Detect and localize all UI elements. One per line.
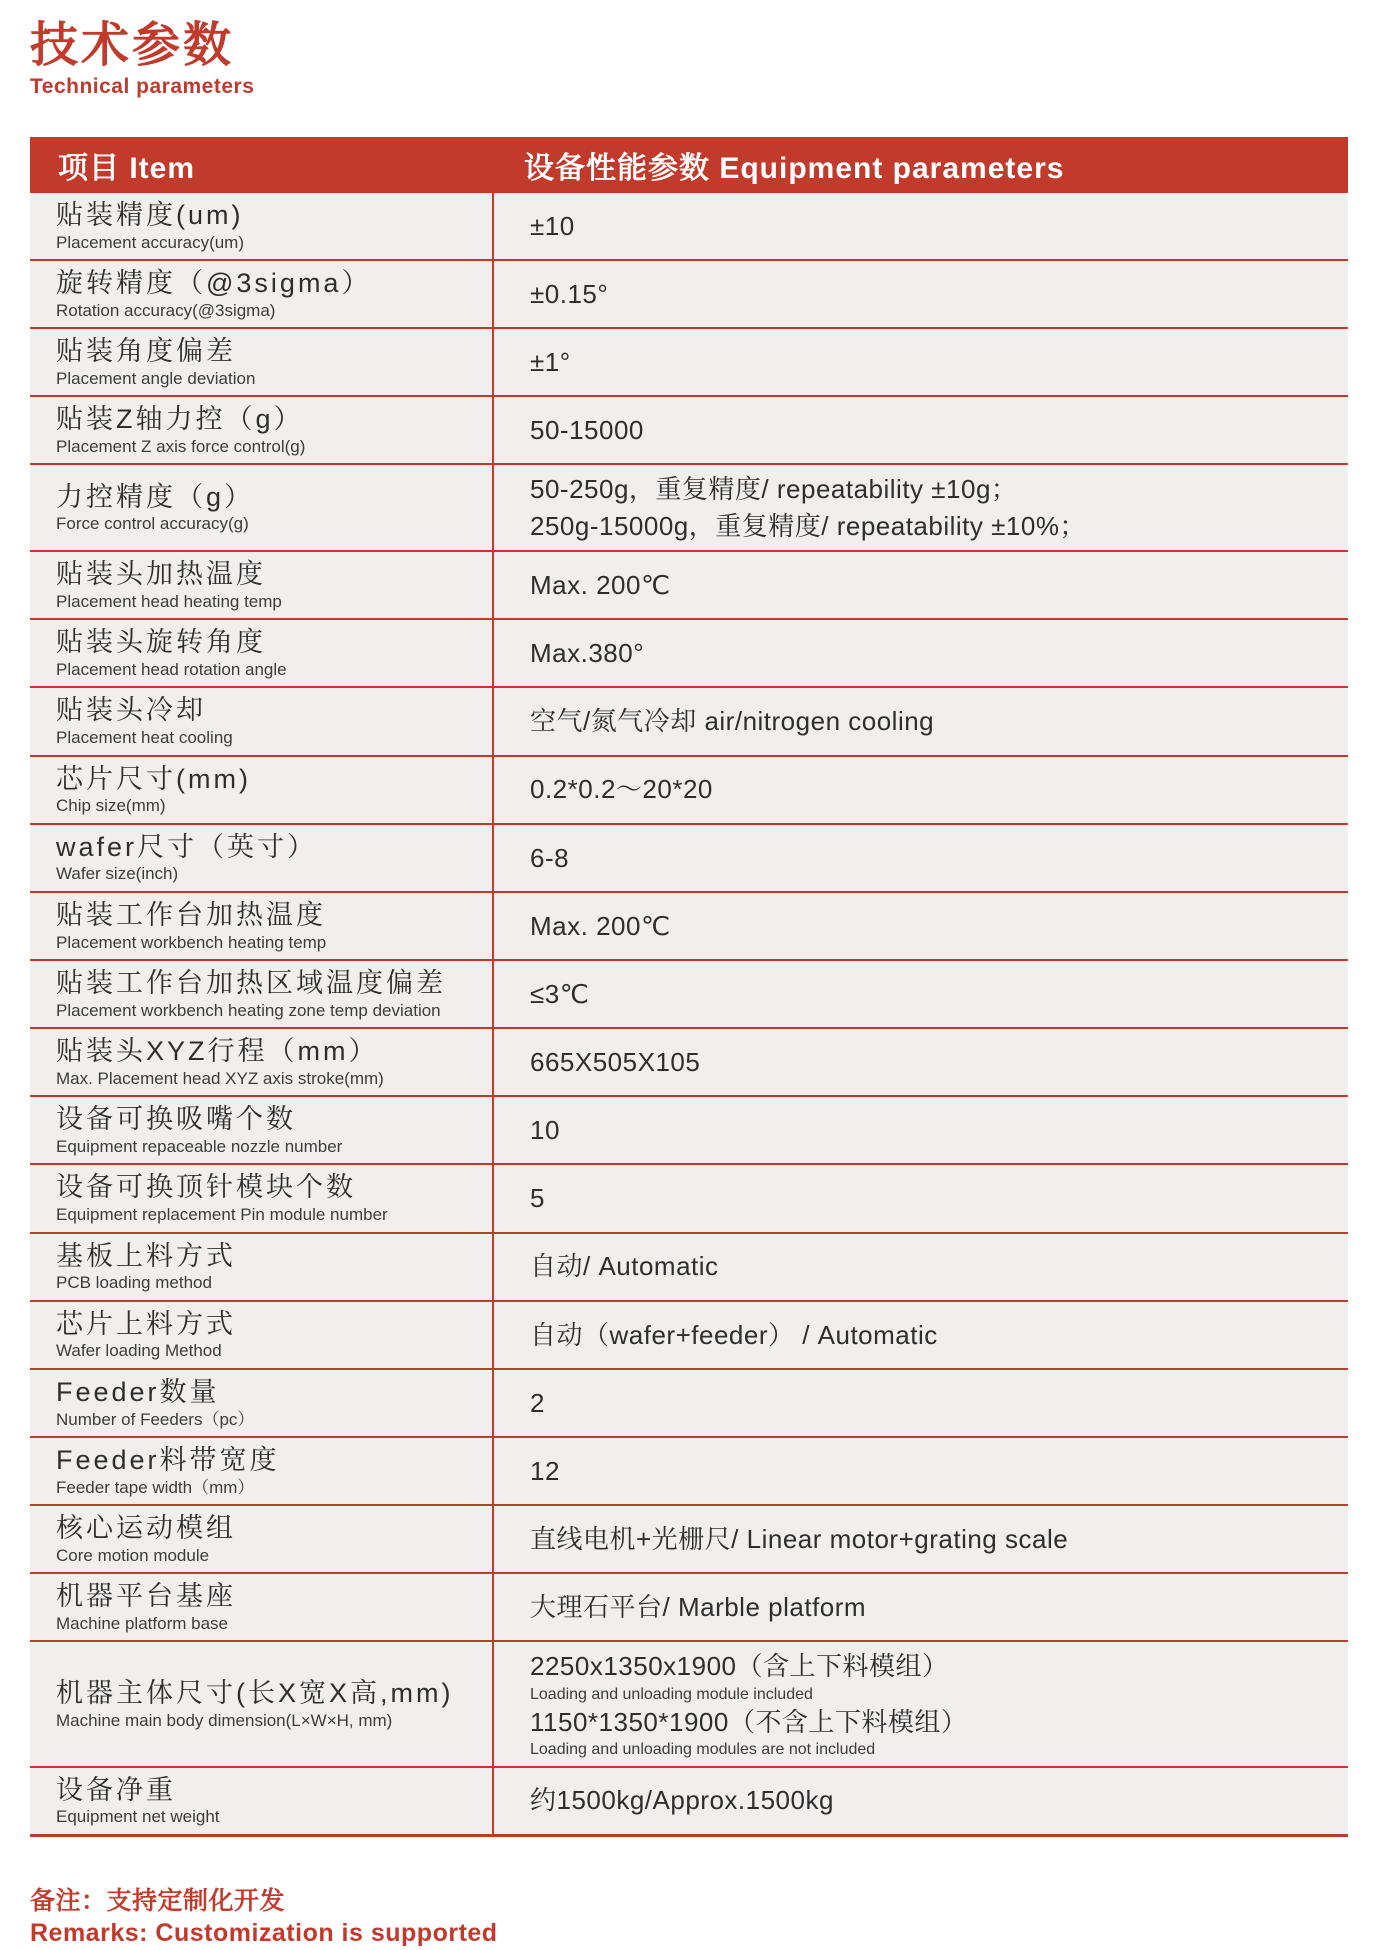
- parameter-value-line: 50-15000: [530, 415, 644, 446]
- parameter-value-cell: [492, 825, 1348, 891]
- parameter-value-cell: [492, 465, 1348, 550]
- item-label-cn: 设备可换顶针模块个数: [56, 1172, 356, 1203]
- item-cell: [30, 193, 492, 259]
- item-label-cn: wafer尺寸（英寸）: [56, 831, 318, 862]
- item-cell: [30, 397, 492, 463]
- parameter-value-line: ±1°: [530, 346, 571, 377]
- item-label-cn: 力控精度（g）: [56, 481, 255, 512]
- item-cell: [30, 1234, 492, 1300]
- table-row: [30, 1232, 1348, 1300]
- parameter-value-line: 2250x1350x1900（含上下料模组）: [530, 1651, 949, 1682]
- table-row: [30, 463, 1348, 550]
- parameter-value-cell: [492, 1302, 1348, 1368]
- item-cell: [30, 329, 492, 395]
- table-row: [30, 618, 1348, 686]
- table-row: [30, 1766, 1348, 1834]
- parameter-value-line: Max. 200℃: [530, 570, 671, 601]
- table-row: [30, 193, 1348, 259]
- parameter-value-line: 直线电机+光栅尺/ Linear motor+grating scale: [530, 1523, 1069, 1554]
- item-cell: [30, 1302, 492, 1368]
- item-label-cn: Feeder料带宽度: [56, 1444, 280, 1475]
- item-label-en: Core motion module: [56, 1545, 210, 1565]
- parameter-value-line: ±0.15°: [530, 278, 609, 309]
- parameter-value-line: Max. 200℃: [530, 910, 671, 941]
- item-label-en: Number of Feeders（pc）: [56, 1409, 255, 1429]
- parameter-value-cell: [492, 1165, 1348, 1231]
- parameter-value-line: 约1500kg/Approx.1500kg: [530, 1785, 834, 1816]
- item-label-cn: 机器平台基座: [56, 1581, 236, 1612]
- table-row: [30, 1436, 1348, 1504]
- parameter-value-cell: [492, 893, 1348, 959]
- page-header: [30, 20, 1348, 99]
- item-cell: [30, 1097, 492, 1163]
- item-label-en: Placement angle deviation: [56, 368, 256, 388]
- parameter-value-subline: Loading and unloading module included: [530, 1685, 813, 1703]
- item-label-en: Placement workbench heating temp: [56, 932, 327, 952]
- item-cell: [30, 961, 492, 1027]
- item-cell: [30, 1370, 492, 1436]
- item-label-cn: 核心运动模组: [56, 1513, 236, 1544]
- item-label-en: Machine platform base: [56, 1614, 228, 1633]
- item-cell: [30, 1642, 492, 1765]
- parameter-value-cell: [492, 397, 1348, 463]
- parameter-value-cell: [492, 757, 1348, 823]
- item-label-en: Placement head heating temp: [56, 591, 282, 611]
- item-label-cn: 贴装头旋转角度: [56, 627, 266, 658]
- item-label-cn: 芯片尺寸(mm): [56, 763, 251, 794]
- parameter-value-line: 1150*1350*1900（不含上下料模组）: [530, 1706, 968, 1737]
- item-cell: [30, 1029, 492, 1095]
- table-row: [30, 1300, 1348, 1368]
- parameter-value-line: 自动（wafer+feeder） / Automatic: [530, 1319, 938, 1350]
- item-label-en: Placement head rotation angle: [56, 660, 287, 680]
- item-label-en: Equipment replacement Pin module number: [56, 1205, 388, 1225]
- table-header-row: [30, 137, 1348, 193]
- parameter-value-cell: [492, 688, 1348, 754]
- item-label-cn: 贴装角度偏差: [56, 336, 236, 367]
- table-row: [30, 1572, 1348, 1640]
- item-label-en: Machine main body dimension(L×W×H, mm): [56, 1710, 393, 1730]
- table-row: [30, 1640, 1348, 1765]
- parameters-table: [30, 137, 1348, 1837]
- parameter-value-line: 自动/ Automatic: [530, 1251, 719, 1282]
- parameter-value-line: 10: [530, 1115, 560, 1146]
- remark-line-cn: 备注：支持定制化开发: [30, 1886, 286, 1915]
- item-label-en: Equipment net weight: [56, 1807, 220, 1827]
- table-row: [30, 686, 1348, 754]
- table-row: [30, 395, 1348, 463]
- item-label-en: Max. Placement head XYZ axis stroke(mm): [56, 1068, 384, 1088]
- item-label-en: Force control accuracy(g): [56, 514, 249, 534]
- item-label-cn: 贴装Z轴力控（g）: [56, 404, 304, 435]
- item-label-en: PCB loading method: [56, 1273, 212, 1293]
- item-label-cn: 旋转精度（@3sigma）: [56, 267, 372, 298]
- table-row: [30, 891, 1348, 959]
- item-cell: [30, 757, 492, 823]
- parameter-value-cell: [492, 1506, 1348, 1572]
- parameter-value-cell: [492, 1234, 1348, 1300]
- item-label-cn: 设备可换吸嘴个数: [56, 1104, 296, 1135]
- table-row: [30, 823, 1348, 891]
- parameter-value-cell: [492, 261, 1348, 327]
- parameter-value-line: 0.2*0.2～20*20: [530, 774, 713, 805]
- item-label-en: Equipment repaceable nozzle number: [56, 1137, 343, 1157]
- item-cell: [30, 552, 492, 618]
- item-cell: [30, 620, 492, 686]
- table-row: [30, 259, 1348, 327]
- table-row: [30, 1163, 1348, 1231]
- remark-line-en: Remarks: Customization is supported: [30, 1919, 498, 1948]
- item-label-cn: Feeder数量: [56, 1376, 220, 1407]
- parameter-value-cell: [492, 1438, 1348, 1504]
- item-cell: [30, 688, 492, 754]
- parameter-value-cell: [492, 961, 1348, 1027]
- item-label-cn: 贴装头XYZ行程（mm）: [56, 1036, 379, 1067]
- parameter-value-line: 5: [530, 1183, 545, 1214]
- parameter-value-line: ±10: [530, 210, 575, 241]
- table-row: [30, 959, 1348, 1027]
- parameter-value-line: ≤3℃: [530, 978, 590, 1009]
- table-row: [30, 1027, 1348, 1095]
- item-cell: [30, 893, 492, 959]
- parameter-value-line: Max.380°: [530, 638, 645, 669]
- item-cell: [30, 1574, 492, 1640]
- item-label-cn: 设备净重: [56, 1774, 176, 1805]
- item-label-cn: 芯片上料方式: [56, 1308, 236, 1339]
- parameter-value-line: 50-250g，重复精度/ repeatability ±10g；: [530, 474, 1018, 505]
- parameter-value-line: 6-8: [530, 842, 570, 873]
- table-row: [30, 1368, 1348, 1436]
- column-header-item: 项目 Item: [58, 151, 196, 185]
- parameter-value-cell: [492, 329, 1348, 395]
- item-label-en: Chip size(mm): [56, 796, 166, 816]
- parameter-value-line: 大理石平台/ Marble platform: [530, 1592, 867, 1623]
- item-label-en: Placement heat cooling: [56, 728, 233, 748]
- parameter-value-cell: [492, 1574, 1348, 1640]
- item-label-cn: 贴装头加热温度: [56, 559, 266, 590]
- item-label-cn: 贴装工作台加热温度: [56, 899, 326, 930]
- table-body: [30, 193, 1348, 1834]
- parameter-value-cell: [492, 620, 1348, 686]
- parameter-value-line: 12: [530, 1455, 560, 1486]
- item-label-cn: 贴装工作台加热区域温度偏差: [56, 967, 446, 998]
- table-row: [30, 550, 1348, 618]
- item-cell: [30, 261, 492, 327]
- item-label-cn: 贴装头冷却: [56, 695, 206, 726]
- table-row: [30, 1095, 1348, 1163]
- parameter-value-line: 250g-15000g，重复精度/ repeatability ±10%；: [530, 510, 1086, 541]
- parameter-value-cell: [492, 1370, 1348, 1436]
- item-label-en: Feeder tape width（mm）: [56, 1477, 255, 1497]
- item-label-en: Wafer size(inch): [56, 864, 179, 884]
- parameter-value-line: 665X505X105: [530, 1047, 701, 1077]
- item-cell: [30, 1165, 492, 1231]
- parameter-value-cell: [492, 1642, 1348, 1765]
- parameter-value-line: 2: [530, 1387, 545, 1418]
- table-row: [30, 755, 1348, 823]
- page-subtitle: Technical parameters: [30, 74, 255, 98]
- item-cell: [30, 825, 492, 891]
- parameter-value-cell: [492, 1097, 1348, 1163]
- item-label-en: Placement Z axis force control(g): [56, 436, 306, 456]
- table-row: [30, 327, 1348, 395]
- item-label-en: Wafer loading Method: [56, 1341, 222, 1361]
- parameter-value-line: 空气/氮气冷却 air/nitrogen cooling: [530, 706, 935, 737]
- column-header-equipment-parameters: 设备性能参数 Equipment parameters: [524, 151, 1065, 185]
- remarks: [30, 1885, 1348, 1950]
- item-label-cn: 机器主体尺寸(长X宽X高,mm): [56, 1677, 454, 1708]
- item-cell: [30, 465, 492, 550]
- item-label-en: Rotation accuracy(@3sigma): [56, 300, 276, 320]
- parameter-value-cell: [492, 1029, 1348, 1095]
- parameter-value-cell: [492, 193, 1348, 259]
- item-label-cn: 贴装精度(um): [56, 199, 244, 230]
- parameter-value-cell: [492, 552, 1348, 618]
- item-label-en: Placement accuracy(um): [56, 232, 245, 252]
- item-label-en: Placement workbench heating zone temp deviation: [56, 1000, 441, 1020]
- page-title: 技术参数: [30, 19, 235, 72]
- table-row: [30, 1504, 1348, 1572]
- item-label-cn: 基板上料方式: [56, 1240, 236, 1271]
- parameter-value-cell: [492, 1768, 1348, 1834]
- parameter-value-subline: Loading and unloading modules are not included: [530, 1741, 876, 1759]
- item-cell: [30, 1768, 492, 1834]
- item-cell: [30, 1506, 492, 1572]
- item-cell: [30, 1438, 492, 1504]
